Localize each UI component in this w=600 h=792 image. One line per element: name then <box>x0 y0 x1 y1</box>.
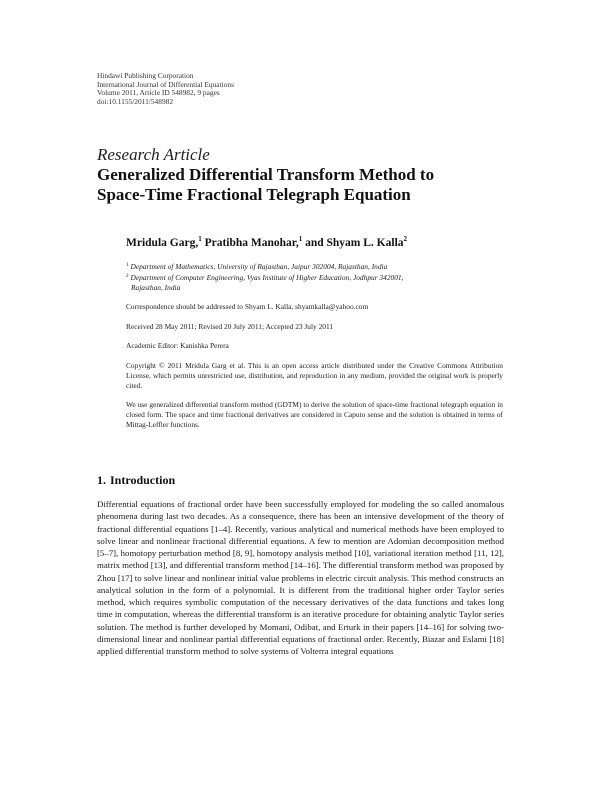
publication-info <box>97 72 517 106</box>
title-line-2: Space-Time Fractional Telegraph Equation <box>97 185 411 204</box>
introduction-body: Differential equations of fractional order have been successfully employed for modeling the so called anomalous phenomena during last two decades. As a consequence, there has been an intensive development of the theory of fractional differential equations [1–4]. Recently, various analytical and numerical methods have been employed to solve linear and nonlinear fractional differential equations. A few to mention are Adomian decomposition method [5–7], homotopy perturbation method [8, 9], homotopy analysis method [10], variational iteration method [11, 12], matrix method [13], and differential transform method [14–16]. The differential transform method was proposed by Zhou [17] to solve linear and nonlinear initial value problems in electric circuit analysis. This method constructs an analytical solution in the form of a polynomial. It is different from the traditional higher order Taylor series method, which requires symbolic computation of the necessary derivatives of the data functions and takes long time in computation, whereas the differential transform is an iterative procedure for obtaining analytic Taylor series solution. The method is further developed by Momani, Odibat, and Erturk in their papers [14–16] for solving two-dimensional linear and nonlinear partial differential equations of fractional order. Recently, Biazar and Eslami [18] applied differential transform method to solve systems of Volterra integral equations <box>97 499 504 656</box>
author-1: Mridula Garg, <box>126 237 199 249</box>
affiliation-1-mark: 1 <box>126 263 129 268</box>
author-list <box>126 235 407 249</box>
affiliations <box>126 261 506 292</box>
section-number: 1. <box>97 473 106 487</box>
affiliation-1-text: Department of Mathematics, University of Rajasthan, Jaipur 302004, Rajasthan, India <box>130 262 388 271</box>
author-2-affil-mark: 1 <box>298 235 303 243</box>
author-3: and Shyam L. Kalla <box>302 237 404 249</box>
section-title: Introduction <box>110 473 176 487</box>
affiliation-2-text-line-2: Rajasthan, India <box>131 282 181 292</box>
article-type: Research Article <box>97 145 210 164</box>
doi: doi:10.1155/2011/548982 <box>97 96 174 106</box>
publisher-name: Hindawi Publishing Corporation <box>97 71 194 80</box>
volume-info: Volume 2011, Article ID 548982, 9 pages <box>97 88 220 98</box>
correspondence-note: Correspondence should be addressed to Shyam L. Kalla, shyamkalla@yahoo.com <box>126 302 369 311</box>
author-2: Pratibha Manohar, <box>201 237 299 249</box>
title-line-1: Generalized Differential Transform Method to <box>97 165 435 184</box>
journal-name: International Journal of Differential Equations <box>97 79 234 89</box>
copyright-notice: Copyright © 2011 Mridula Garg et al. This is an open access article distributed under the Creative Commons Attribution License, which permits unrestricted use, distribution, and reproduction in any medium, provided the original work is properly cited. <box>126 361 503 390</box>
affiliation-2 <box>126 272 506 283</box>
affiliation-2-mark: 2 <box>126 273 129 279</box>
author-3-affil-mark: 2 <box>403 235 408 243</box>
article-dates: Received 28 May 2011; Revised 20 July 2011; Accepted 23 July 2011 <box>126 322 334 331</box>
academic-editor: Academic Editor: Kanishka Perera <box>126 341 229 350</box>
affiliation-1 <box>126 261 506 272</box>
author-1-affil-mark: 1 <box>198 235 202 243</box>
affiliation-2-text-line-1: Department of Computer Engineering, Vyas Institute of Higher Education, Jodhpur 342001, <box>130 272 404 282</box>
section-heading-introduction <box>97 473 175 488</box>
paper-title <box>97 165 517 205</box>
abstract: We use generalized differential transform method (GDTM) to derive the solution of space-time fractional telegraph equation in closed form. The space and time fractional derivatives are considered in Caputo sense and the solution is obtained in terms of Mittag-Leffler functions. <box>126 400 503 429</box>
